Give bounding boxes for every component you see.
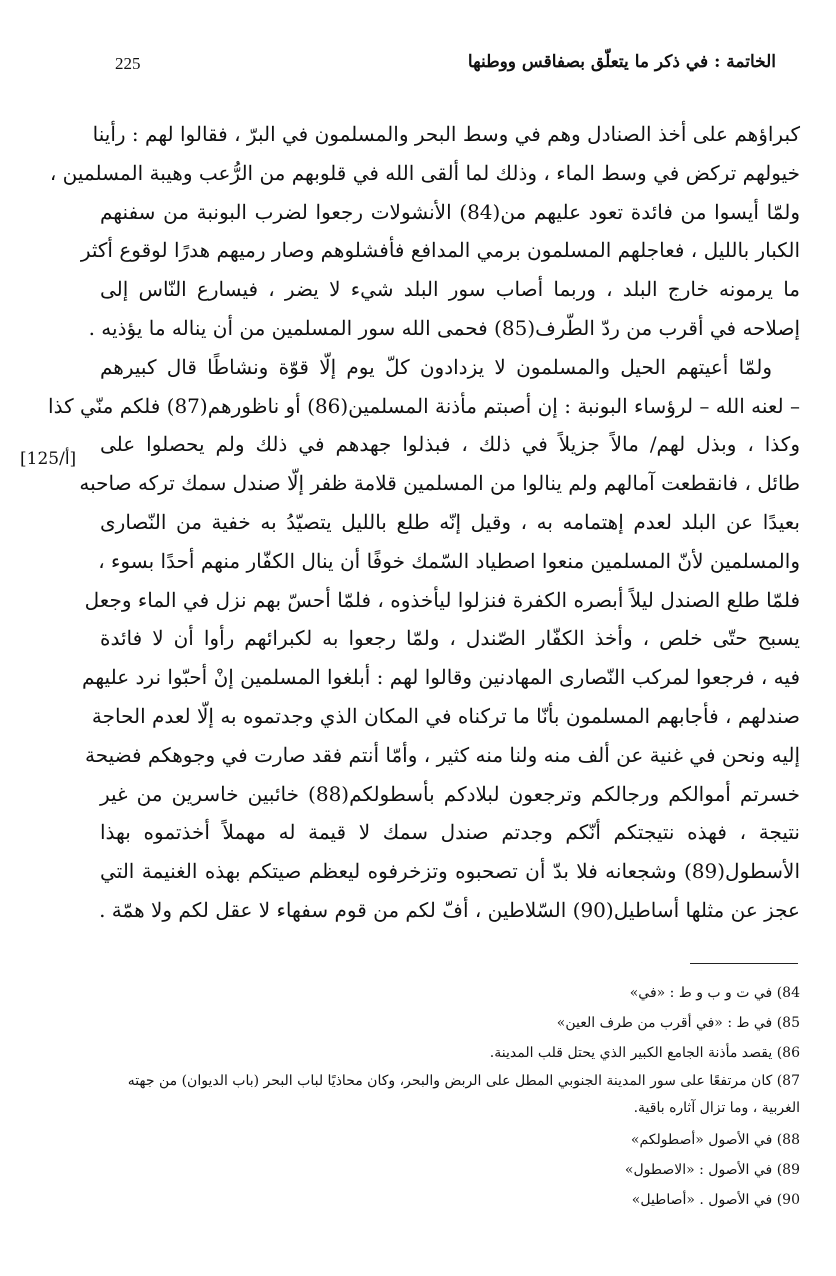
- footnote-87: 87) كان مرتفعًا على سور المدينة الجنوبي المطل على الربض والبحر، وكان محاذيًا لباب البحر (باب الديوان) من جهته الغربية ، وما تزال آثاره باقية.: [127, 1073, 800, 1116]
- running-header-title: الخاتمة : في ذكر ما يتعلّق بصفاقس ووطنها: [467, 52, 776, 72]
- text-line: ما يرمونه خارج البلد ، وربما أصاب سور البلد شيء لا يضر ، فيسارع النّاس إلى: [100, 277, 800, 302]
- folio-margin-note: [125/أ]: [20, 449, 77, 469]
- text-line: ولمّا أعيتهم الحيل والمسلمون لا يزدادون كلّ يوم إلّا قوّة ونشاطًا قال كبيرهم: [100, 354, 772, 379]
- footnote-86: 86) يقصد مأذنة الجامع الكبير الذي يحتل قلب المدينة.: [489, 1045, 800, 1061]
- text-line: الكبار بالليل ، فعاجلهم المسلمون برمي المدافع فأفشلوهم وصار رميهم هدرًا لوقوع أكثر: [80, 238, 800, 263]
- text-line: وكذا ، وبذل لهم/ مالاً جزيلاً في ذلك ، فبذلوا جهدهم في ذلك ولم يحصلوا على: [100, 432, 800, 457]
- text-line: فلمّا طلع الصندل ليلاً أبصره الكفرة فنزلوا ليأخذوه ، فلمّا أحسّ بهم نزل في الماء وجعل: [84, 587, 800, 612]
- page-number: 225: [115, 54, 141, 73]
- text-line: خسرتم أموالكم ورجالكم وترجعون لبلادكم بأسطولكم(88) خائبين خاسرين من غير: [100, 781, 801, 806]
- footnote-85: 85) في ط : «في أقرب من طرف العين»: [556, 1015, 800, 1031]
- footnote-84: 84) في ت و ب و ط : «في»: [629, 985, 800, 1001]
- text-line: والمسلمين لأنّ المسلمين منعوا اصطياد السّمك خوفًا أن ينال الكفّار منهم أحدًا بسوء ،: [98, 548, 800, 573]
- footnote-89: 89) في الأصول : «الاصطول»: [624, 1162, 800, 1178]
- text-line: الأسطول(89) وشجعانه فلا بدّ أن تصحبوه وتزخرفوه ليعظم صيتكم بهذه الغنيمة التي: [100, 859, 800, 884]
- footnote-88: 88) في الأصول «أصطولكم»: [630, 1132, 800, 1148]
- footnote-separator: [690, 963, 798, 964]
- text-line: إليه ونحن في غنية عن ألف منه ولنا منه كثير ، وأمّا أنتم فقد صارت في وجوهكم فضيحة: [84, 742, 800, 767]
- text-line: – لعنه الله – لرؤساء البونبة : إن أصبتم مأذنة المسلمين(86) أو ناظورهم(87) فلكم منّي كذا: [48, 393, 800, 418]
- text-line: يسبح حتّى خلص ، وأخذ الكفّار الصّندل ، ولمّا رجعوا به لكبرائهم رأوا أن لا فائدة: [100, 626, 800, 651]
- text-line: كبراؤهم على أخذ الصنادل وهم في وسط البحر والمسلمون في البرّ ، فقالوا لهم : رأينا: [92, 122, 800, 146]
- footnote-90: 90) في الأصول . «أصاطيل»: [631, 1192, 800, 1208]
- text-line: فيه ، فرجعوا لمركب النّصارى المهادنين وقالوا لهم : أبلغوا المسلمين إنْ أحبّوا نرد عليهم: [82, 665, 800, 690]
- text-line: خيولهم تركض في وسط الماء ، وذلك لما ألقى الله في قلوبهم من الرُّعب وهيبة المسلمين ،: [49, 160, 800, 185]
- text-line: نتيجة ، فهذه نتيجتكم أنّكم وجدتم صندل سمك لا قيمة له مهملاً أخذتموه بهذا: [100, 820, 800, 845]
- footnotes-block: [100, 978, 800, 1215]
- text-line: إصلاحه في أقرب من ردّ الطّرف(85) فحمى الله سور المسلمين من أن يناله ما يؤذيه .: [88, 315, 800, 340]
- text-line: عجز عن مثلها أساطيل(90) السّلاطين ، أفّ لكم من قوم سفهاء لا عقل لكم ولا همّة .: [99, 897, 800, 922]
- text-line: صندلهم ، فأجابهم المسلمون بأنّا ما تركناه في المكان الذي وجدتموه به إلّا لعدم الحاجة: [91, 703, 800, 728]
- text-line: طائل ، فانقطعت آمالهم ولم ينالوا من المسلمين قلامة ظفر إلّا صندل سمك تركه صاحبه: [79, 471, 800, 496]
- text-line: بعيدًا عن البلد لعدم إهتمامه به ، وقيل إنّه طلع بالليل يتصيّدُ به خفية من النّصارى: [100, 509, 800, 534]
- text-line: ولمّا أيسوا من فائدة تعود عليهم من(84) الأنشولات رجعوا لضرب البونبة من سفنهم: [100, 199, 800, 224]
